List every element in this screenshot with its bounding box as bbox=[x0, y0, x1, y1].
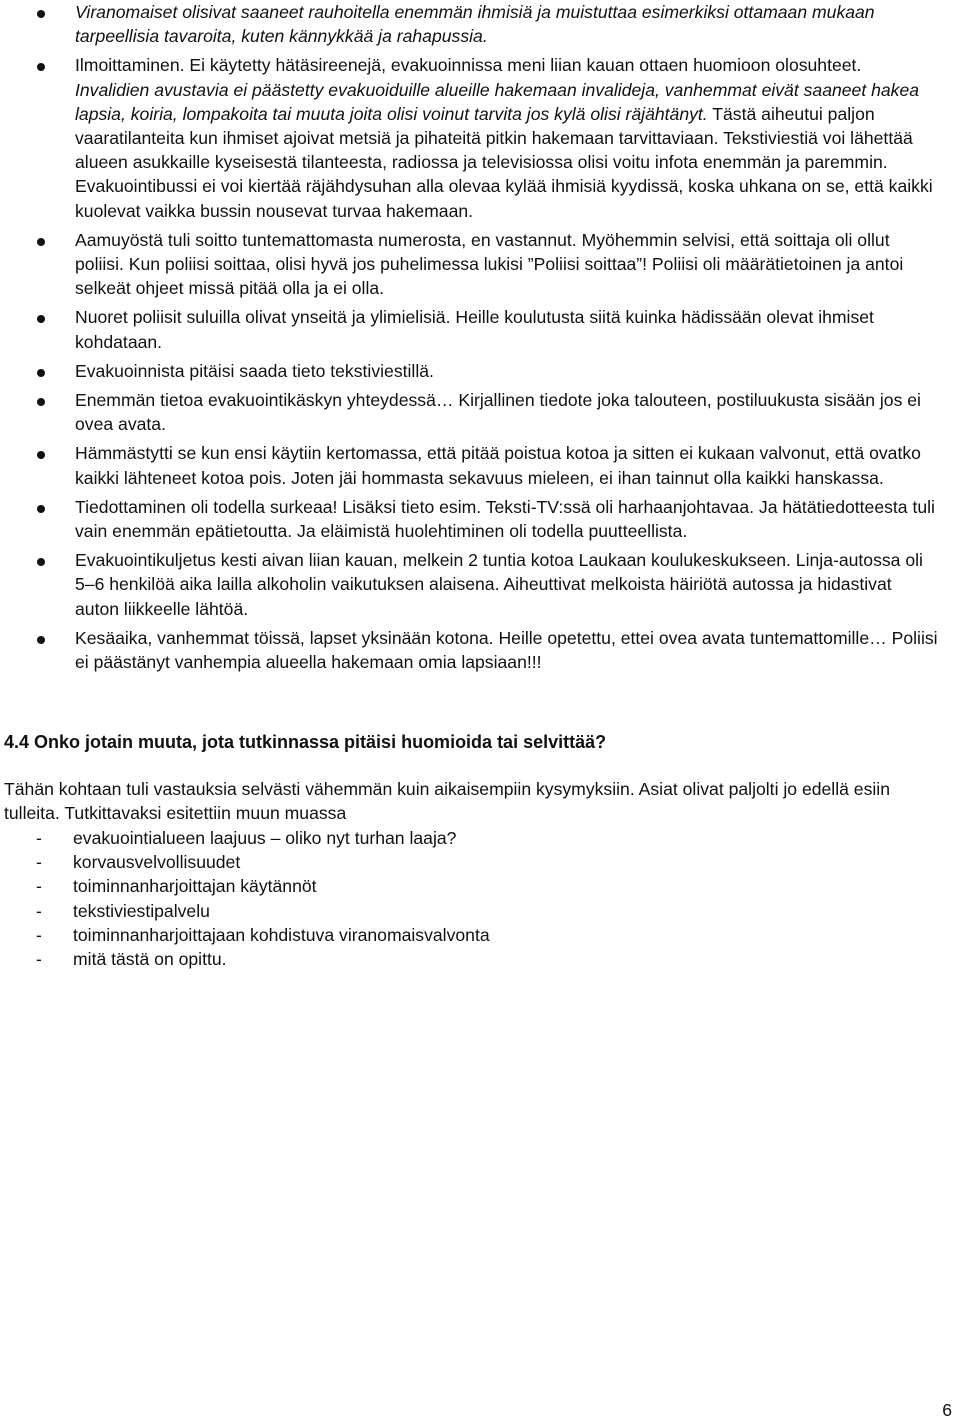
dash-item-text: mitä tästä on opittu. bbox=[73, 949, 227, 970]
section-heading: 4.4 Onko jotain muuta, jota tutkinnassa pitäisi huomioida tai selvittää? bbox=[4, 732, 607, 752]
bullet-item bbox=[0, 495, 960, 543]
dash-list-item bbox=[0, 899, 490, 923]
bullet-dot-icon bbox=[37, 558, 45, 566]
bullet-item bbox=[0, 228, 960, 301]
bullet-text-part: Kesäaika, vanhemmat töissä, lapset yksinään kotona. Heille opetettu, ettei ovea avata tuntemattomille… Poliisi ei päästänyt vanhempia alueella hakemaan omia lapsiaan!!! bbox=[75, 627, 938, 673]
bullet-item bbox=[0, 359, 960, 383]
bullet-text bbox=[75, 305, 940, 353]
bullet-text bbox=[75, 388, 940, 436]
bullet-text bbox=[75, 228, 940, 301]
bullet-text bbox=[75, 626, 940, 674]
bullet-dot-icon bbox=[37, 10, 45, 18]
bullet-text-part: Aamuyöstä tuli soitto tuntemattomasta numerosta, en vastannut. Myöhemmin selvisi, että soittaja oli ollut poliisi. Kun poliisi soittaa, olisi hyvä jos puhelimessa lukisi ”Poliisi soittaa”! Poliisi oli määrätietoinen ja antoi selkeät ohjeet missä pitää olla ja ei olla. bbox=[75, 229, 904, 299]
dash-marker: - bbox=[36, 924, 42, 945]
bullet-item bbox=[0, 441, 960, 489]
bullet-item bbox=[0, 548, 960, 621]
bullet-item bbox=[0, 305, 960, 353]
bullet-text-part: Viranomaiset olisivat saaneet rauhoitella enemmän ihmisiä ja muistuttaa esimerkiksi ottamaan mukaan tarpeellisia tavaroita, kuten kännykkää ja rahapussia. bbox=[75, 2, 875, 47]
dash-marker: - bbox=[36, 900, 42, 921]
bullet-text-part: Evakuointikuljetus kesti aivan liian kauan, melkein 2 tuntia kotoa Laukaan koulukeskukseen. Linja-autossa oli 5–6 henkilöä aika lailla alkoholin vaikutuksen alaisena. Aiheuttivat melkoista häiriötä autossa ja hidastivat auton liikkeelle lähtöä. bbox=[75, 550, 923, 619]
bullet-text-part: Enemmän tietoa evakuointikäskyn yhteydessä… Kirjallinen tiedote joka talouteen, postiluukusta sisään jos ei ovea avata. bbox=[75, 390, 921, 435]
feedback-bullet-list bbox=[0, 0, 960, 679]
bullet-dot-icon bbox=[37, 398, 45, 406]
bullet-text-part: Evakuoinnista pitäisi saada tieto tekstiviestillä. bbox=[75, 360, 434, 381]
topics-dash-list bbox=[0, 826, 490, 971]
bullet-item bbox=[0, 0, 960, 48]
bullet-text-part: Nuoret poliisit suluilla olivat ynseitä ja ylimielisiä. Heille koulutusta siitä kuinka hädissään olevat ihmiset kohdataan. bbox=[75, 307, 874, 352]
bullet-text bbox=[75, 359, 940, 383]
dash-item-text: evakuointialueen laajuus – oliko nyt turhan laaja? bbox=[73, 828, 457, 848]
bullet-text-part: Tiedottaminen oli todella surkeaa! Lisäksi tieto esim. Teksti-TV:ssä oli harhaanjohtavaa. Ja hätätiedotteesta tuli vain enemmän epätietoutta. Ja eläimistä huolehtiminen oli todella puutteellista. bbox=[75, 496, 935, 542]
bullet-text bbox=[75, 548, 940, 621]
bullet-item bbox=[0, 388, 960, 436]
dash-marker: - bbox=[36, 852, 42, 873]
dash-list-item bbox=[0, 826, 490, 850]
bullet-text bbox=[75, 495, 940, 543]
dash-list-item bbox=[0, 874, 490, 898]
dash-item-text: toiminnanharjoittajan käytännöt bbox=[73, 876, 317, 897]
bullet-text-part: Ilmoittaminen. Ei käytetty hätäsireenejä, evakuoinnissa meni liian kauan ottaen huomioon olosuhteet. bbox=[75, 55, 862, 76]
section-intro: Tähän kohtaan tuli vastauksia selvästi vähemmän kuin aikaisempiin kysymyksiin. Asiat olivat paljolti jo edellä esiin tulleita. Tutkittavaksi esitettiin muun muassa bbox=[4, 779, 890, 824]
page-number: 6 bbox=[942, 1400, 952, 1420]
dash-list-item bbox=[0, 850, 490, 874]
dash-item-text: korvausvelvollisuudet bbox=[73, 852, 241, 873]
dash-marker: - bbox=[36, 828, 42, 848]
bullet-text bbox=[75, 441, 940, 489]
bullet-item bbox=[0, 626, 960, 674]
dash-item-text: tekstiviestipalvelu bbox=[73, 900, 210, 921]
bullet-item bbox=[0, 53, 960, 222]
dash-marker: - bbox=[36, 949, 42, 970]
dash-list-item bbox=[0, 947, 490, 971]
bullet-dot-icon bbox=[37, 451, 45, 459]
bullet-text-part: Hämmästytti se kun ensi käytiin kertomassa, että pitää poistua kotoa ja sitten ei kukaan valvonut, että ovatko kaikki lähteneet kotoa pois. Joten jäi hommasta sekavuus mieleen, ei ihan tainnut olla kaikki hanskassa. bbox=[75, 443, 921, 488]
bullet-dot-icon bbox=[37, 636, 45, 644]
bullet-dot-icon bbox=[37, 505, 45, 513]
bullet-dot-icon bbox=[37, 315, 45, 323]
bullet-dot-icon bbox=[37, 63, 45, 71]
bullet-text bbox=[75, 53, 940, 222]
bullet-text-part: Invalidien avustavia ei päästetty evakuoiduille alueille hakemaan invalideja, vanhemmat eivät saaneet hakea lapsia, koiria, lompakoita tai muuta joita olisi voinut tarvita jos kylä olisi räjähtänyt. bbox=[75, 79, 920, 124]
bullet-dot-icon bbox=[37, 238, 45, 246]
dash-item-text: toiminnanharjoittajaan kohdistuva viranomaisvalvonta bbox=[73, 924, 490, 945]
dash-marker: - bbox=[36, 876, 42, 897]
dash-list-item bbox=[0, 923, 490, 947]
bullet-dot-icon bbox=[37, 369, 45, 377]
bullet-text bbox=[75, 0, 940, 48]
bullet-text-part: Tästä aiheutui paljon vaaratilanteita kun ihmiset ajoivat metsiä ja pihateitä pitkin hakemaan tarvittaviaan. Tekstiviestiä voi lähettää alueen asukkaille kyseisestä tilanteesta, radiossa ja televisiossa olisi voitu infota enemmän ja paremmin. Evakuointibussi ei voi kiertää räjähdysuhan alla olevaa kylää ihmisiä kyydissä, koska uhkana on se, että kaikki kuolevat vaikka bussin nousevat turvaa hakemaan. bbox=[75, 103, 933, 221]
